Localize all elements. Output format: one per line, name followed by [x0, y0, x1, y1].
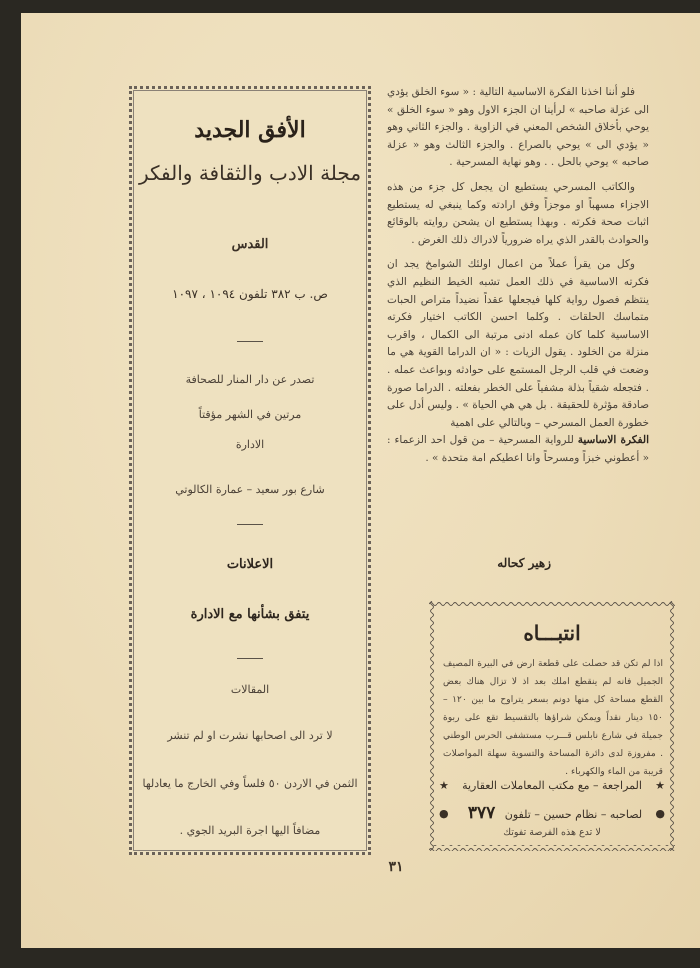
notice-title: انتبـــاه	[523, 621, 581, 645]
article-paragraph: وكل من يقرأ عملاً من اعمال اولئك الشوامخ يجد ان فكرته الاساسية في ذلك العمل تشبه الخيط النظيم الذي ينتظم فصول رواية كلها فيجعلها عقداً نضيداً متراص الحبات متماسك الحلقات . وكلما احسن الكاتب اختيار فكرته الاساسية كلما كان عمله ادنى مرتبة الى الكمال ، واقرب منزلة من الخلود . يقول الزيات : « ان الدراما القوية هي ما وضعت في قلب الرجل المستمع على حوادثه وبواعث عمله . . فتجعله شقياً بذلة مشفياً على الخطر بفعلته . الدراما صورة صادقة مؤثرة للحقيقة . بل هي هي الحياة » . وليس أدل على خطورة العمل المسرحي – وبالتالي على اهمية	[387, 258, 649, 429]
author-signature: زهير كحاله	[497, 556, 551, 570]
article-paragraph: والكاتب المسرحي يستطيع ان يجعل كل جزء من هذه الاجزاء مسهباً او موجزاً وفق ارادته وكما ينبغي له يستطيع اثبات صحة فكرته . وبهذا يستطيع ان يشحن روايته بالوقائع والحوادث بالقدر الذي يراه ضرورياً لادراك ذلك الغرض .	[387, 180, 649, 246]
owner-row	[439, 803, 665, 823]
divider	[237, 524, 263, 525]
ads-text: يتفق بشأنها مع الادارة	[190, 607, 310, 622]
notice-body: اذا لم تكن قد حصلت على قطعة ارض في البيرة المصيف الجميل فانه لم ينقطع املك بعد اذ لا تزال هناك بعض القطع مساحة كل منها دونم بسعر يتراوح ما بين ١٢٠ – ١٥٠ دينار نقداً ويمكن شراؤها بالتقسيط تقع على ربوة جميلة في شارع نابلس قـــرب مستشفى الحرس الوطني . مفروزة لدى دائرة المساحة والتسوية سهلة المواصلات قريبة من الماء والكهرباء .	[443, 658, 664, 777]
phone-number: ٣٧٧	[467, 803, 496, 823]
price-text: الثمن في الاردن ٥٠ فلساً وفي الخارج ما يعادلها	[142, 777, 358, 790]
article-body	[387, 84, 649, 467]
address-line: شارع بور سعيد – عمارة الكالوتي	[175, 483, 325, 496]
airmail-text: مضافاً اليها اجرة البريد الجوي .	[179, 824, 321, 837]
publisher-line: تصدر عن دار المنار للصحافة	[185, 373, 315, 386]
bullet-icon: ●	[439, 806, 449, 820]
city-label: القدس	[231, 237, 269, 252]
article-closing: للرواية المسرحية – من قول احد الزعماء : « أعطوني خبزاً ومسرحاً وانا اعطيكم امة متحدة » .	[387, 434, 649, 464]
star-icon: ★	[439, 779, 449, 792]
ads-label: الاعلانات	[226, 557, 274, 572]
article-paragraph: فلو أننا اخذنا الفكرة الاساسية التالية : « سوء الخلق يؤدي الى عزلة صاحبه » لرأينا ان الجزء الاول وهو « سوء الخلق » يوحي بأخلاق الشخص المعني في الزاوية . والجزء الثاني وهو « يؤدي الى » يوحي بالصراع . والجزء الثالث وهو « عزلة صاحبه » يوحي بالحل . . وهو نهاية المسرحية .	[387, 86, 649, 169]
frequency-line: مرتين في الشهر مؤقتاً	[198, 408, 302, 421]
masthead-box	[129, 86, 371, 855]
contact-row	[439, 779, 665, 792]
po-box-phone: ص. ب ٣٨٢ تلفون ١٠٩٤ ، ١٠٩٧	[172, 287, 328, 301]
admin-label: الادارة	[235, 438, 265, 451]
star-icon: ★	[655, 779, 665, 792]
notice-footer: لا تدع هذه الفرصة تفوتك	[503, 827, 601, 838]
contact-line: المراجعة – مع مكتب المعاملات العقارية	[462, 779, 642, 792]
divider	[237, 658, 263, 659]
owner-line: لصاحبه – نظام حسين – تلفون	[504, 808, 643, 821]
magazine-page	[21, 13, 700, 948]
magazine-title: الأفق الجديد	[194, 117, 306, 143]
page-number: ٣١	[388, 859, 404, 875]
articles-text: لا ترد الى اصحابها نشرت او لم تنشر	[167, 729, 333, 742]
notice-ad-box	[427, 599, 677, 853]
articles-label: المقالات	[230, 683, 270, 696]
magazine-subtitle: مجلة الادب والثقافة والفكر	[138, 161, 362, 185]
bold-phrase: الفكرة الاساسية	[577, 434, 649, 447]
divider	[237, 341, 263, 342]
bullet-icon: ●	[655, 806, 665, 820]
